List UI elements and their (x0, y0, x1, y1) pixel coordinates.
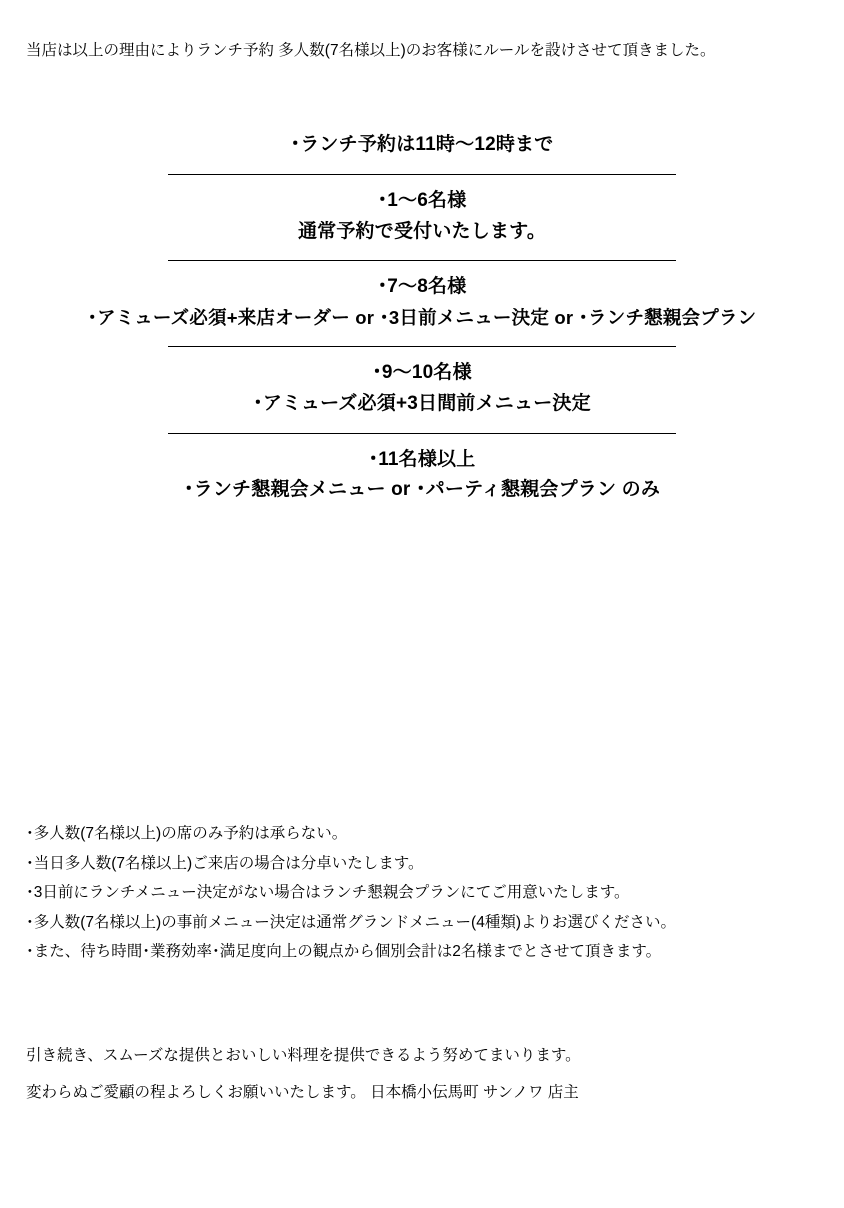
divider (168, 174, 676, 175)
closing-line: 引き続き、スムーズな提供とおいしい料理を提供できるよう努めてまいります。 (26, 1047, 581, 1064)
rule-line: ･ランチ予約は11時～12時まで (290, 134, 554, 155)
note-item: ･3日前にランチメニュー決定がない場合はランチ懇親会プランにてご用意いたします。 (26, 884, 630, 901)
rule-group-1-6 (0, 186, 844, 248)
closing-signature: 変わらぬご愛顧の程よろしくお願いいたします。 日本橋小伝馬町 サンノワ 店主 (26, 1084, 579, 1101)
rule-group-9-10 (0, 358, 844, 420)
note-item: ･また、待ち時間･業務効率･満足度向上の観点から個別会計は2名様までとさせて頂きます。 (26, 943, 662, 960)
notes-section (26, 826, 676, 974)
rule-group-lunch-hours (0, 130, 844, 161)
rule-line: ･アミューズ必須+来店オーダー or ･3日前メニュー決定 or ･ランチ懇親会プラン (87, 307, 757, 329)
rule-line: ･9～10名様 (372, 362, 472, 384)
divider (168, 260, 676, 261)
note-item: ･多人数(7名様以上)の席のみ予約は承らない。 (26, 825, 348, 842)
rule-line: 通常予約で受付いたします。 (297, 220, 547, 242)
note-item: ･多人数(7名様以上)の事前メニュー決定は通常グランドメニュー(4種類)よりお選びください。 (26, 913, 676, 931)
rules-section (0, 130, 844, 506)
rule-line: ･1～6名様 (377, 189, 467, 211)
rule-line: ･7～8名様 (377, 276, 467, 298)
intro-paragraph: 当店は以上の理由によりランチ予約 多人数(7名様以上)のお客様にルールを設けさせて頂きました。 (26, 42, 716, 59)
divider (168, 433, 676, 434)
rule-line: ･ランチ懇親会メニュー or ･パーティ懇親会プラン のみ (183, 479, 661, 501)
rule-group-11-plus (0, 445, 844, 507)
note-item: ･当日多人数(7名様以上)ご来店の場合は分卓いたします。 (26, 854, 424, 872)
divider (168, 346, 676, 347)
rule-group-7-8 (0, 272, 844, 333)
rule-line: ･11名様以上 (368, 448, 476, 470)
closing-section (26, 1043, 581, 1117)
rule-line: ･アミューズ必須+3日間前メニュー決定 (253, 392, 591, 414)
